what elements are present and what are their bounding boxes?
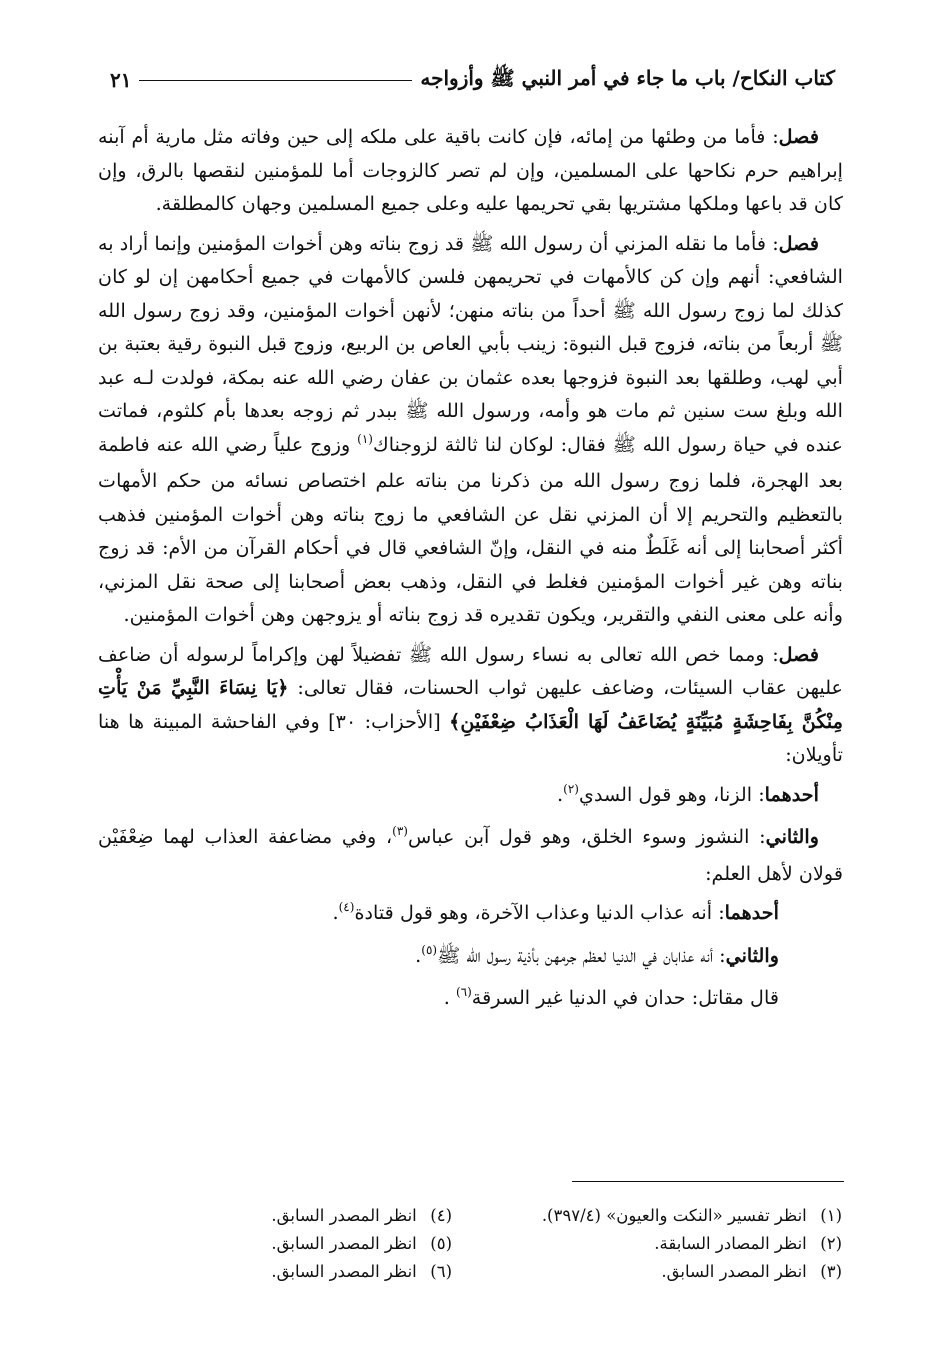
footnote-text: انظر تفسير «النكت والعيون» (٣٩٧/٤). [541, 1206, 807, 1225]
footnotes-column-left [232, 1202, 452, 1302]
footnotes [230, 1202, 842, 1302]
header-rule [139, 80, 412, 81]
footnote-5 [232, 1230, 452, 1258]
opinion-1 [98, 896, 843, 933]
section-paragraph-1 [98, 120, 843, 221]
opinion-2 [98, 939, 843, 976]
footnote-text: انظر المصدر السابق. [271, 1262, 417, 1281]
footnote-ref[interactable]: (٣) [392, 824, 408, 838]
item-text-end: . [415, 943, 422, 967]
item-text-end: ، وفي مضاعفة العذاب لهما ضِعْفَيْن قولان لأهل العلم: [98, 825, 843, 885]
paragraph-text: : فأما ما نقله المزني أن رسول الله ﷺ قد زوج بناته وهن أخوات المؤمنين وإنما أراد به الشافعي: أنهم وإن كن كالأمهات في تحريمهن فلسن كالأمهات في جميع أحكامهن إن لو كان كذلك لما زوج رسول الله ﷺ أحداً من بناته منهن؛ لأنهن أخوات المؤمنين، وقد زوج رسول الله ﷺ أربعاً من بناته، فزوج قبل النبوة: زينب بأبي العاص بن الربيع، وزوج قبل النبوة رقية بعتبة بن أبي لهب، وطلقها بعد النبوة فزوجها بعده عثمان بن عفان رضي الله عنه بمكة، فولدت لـه عبد الله وبلغ ست سنين ثم مات هو وأمه، ورسول الله ﷺ ببدر ثم زوجه بعدها بأم كلثوم، فماتت عنده في حياة رسول الله ﷺ فقال: لوكان لنا ثالثة لزوجناك [98, 231, 844, 456]
item-label: أحدهما [724, 901, 779, 924]
footnote-text: انظر المصدر السابق. [271, 1206, 417, 1225]
item-text: : النشوز وسوء الخلق، وهو قول آبن عباس [407, 825, 766, 848]
item-label: والثاني [765, 825, 819, 848]
footnote-number: (٢) [820, 1234, 842, 1253]
footnote-number: (١) [820, 1206, 842, 1225]
item-text: : أنه عذابان في الدنيا لعظم جرمهن بأذية رسول الله ﷺ [437, 943, 726, 967]
section-label: فصل [778, 642, 819, 666]
chapter-title: كتاب النكاح/ باب ما جاء في أمر النبي ﷺ وأزواجه [420, 65, 835, 90]
footnote-1 [452, 1202, 842, 1230]
item-text-end: . [557, 782, 564, 806]
item-text-end: . [332, 901, 339, 924]
paragraph-text-cont: وزوج علياً رضي الله عنه فاطمة بعد الهجرة، فلما زوج رسول الله من ذكرنا من بناته علم اختصاص نسائه من حكم الأمهات بالتعظيم والتحريم إلا أن المزني نقل عن الشافعي ما زوج بناته وهن أخوات المؤمنين فذهب أكثر أصحابنا إلى أنه غَلَطٌ منه في النقل، وإنّ الشافعي قال في أحكام القرآن من الأم: قد زوج بناته وهن غير أخوات المؤمنين فغلط في النقل، وذهب بعض أصحابنا إلى صحة نقل المزني، وأنه على معنى النفي والتقرير، ويكون تقديره قد زوج بناته أو يزوجهن وهن أخوات المؤمنين. [98, 432, 843, 626]
footnote-text: انظر المصادر السابقة. [654, 1234, 807, 1253]
footnote-divider [572, 1181, 844, 1182]
item-text: قال مقاتل: حدان في الدنيا غير السرقة [471, 986, 779, 1009]
footnote-number: (٥) [430, 1234, 452, 1253]
interpretation-2 [98, 820, 843, 890]
footnote-text: انظر المصدر السابق. [661, 1262, 807, 1281]
item-label: أحدهما [764, 782, 819, 806]
footnote-number: (٤) [430, 1206, 452, 1225]
footnote-ref[interactable]: (٤) [338, 900, 355, 914]
running-header [110, 60, 835, 100]
paragraph-text: : ومما خص الله تعالى به نساء رسول الله ﷺ تفضيلاً لهن وإكراماً لرسوله أن ضاعف عليهن عقاب السيئات، وضاعف عليهن ثواب الحسنات، فقال تعالى: [98, 642, 843, 699]
section-label: فصل [778, 125, 819, 148]
footnote-ref[interactable]: (١) [357, 431, 373, 446]
opinion-3 [98, 981, 843, 1018]
footnote-ref[interactable]: (٦) [455, 985, 472, 999]
footnote-number: (٣) [820, 1262, 842, 1281]
footnote-2 [452, 1230, 842, 1258]
footnote-6 [232, 1258, 452, 1286]
section-paragraph-3 [98, 638, 843, 772]
interpretation-1 [98, 778, 843, 815]
item-text-end: . [443, 986, 456, 1009]
paragraph-text: : فأما من وطئها من إمائه، فإن كانت باقية على ملكه إلى حين وفاته مثل مارية أم آبنه إبراهيم حرم نكاحها على المسلمين، وإن لم تصر كالزوجات أما للمؤمنين لنقصها بالرق، وإن كان قد باعها وملكها مشتريها بقي تحريمها عليه وعلى جميع المسلمين وجهان كالمطلقة. [98, 125, 843, 215]
footnote-text: انظر المصدر السابق. [271, 1234, 417, 1253]
footnote-ref[interactable]: (٢) [563, 781, 579, 796]
footnote-4 [232, 1202, 452, 1230]
quran-verse: ﴿يَا نِسَاءَ النَّبِيِّ مَنْ يَأْتِ مِنْكُنَّ بِفَاحِشَةٍ مُبَيِّنَةٍ يُضَاعَفُ لَهَا الْعَذَابُ ضِعْفَيْنِ﴾ [98, 676, 843, 733]
section-paragraph-2 [98, 227, 843, 632]
section-label: فصل [778, 231, 819, 255]
item-text: : الزنا، وهو قول السدي [578, 782, 765, 806]
footnote-ref[interactable]: (٥) [421, 942, 438, 957]
footnote-number: (٦) [430, 1262, 452, 1281]
item-label: والثاني [725, 943, 779, 967]
main-text [98, 120, 843, 1024]
paragraph-text-cont: [الأحزاب: ٣٠] وفي الفاحشة المبينة ها هنا تأويلان: [98, 709, 843, 766]
footnote-3 [452, 1258, 842, 1286]
page-number: ٢١ [110, 68, 132, 92]
footnotes-column-right [452, 1202, 842, 1302]
item-text: : أنه عذاب الدنيا وعذاب الآخرة، وهو قول قتادة [354, 901, 725, 924]
